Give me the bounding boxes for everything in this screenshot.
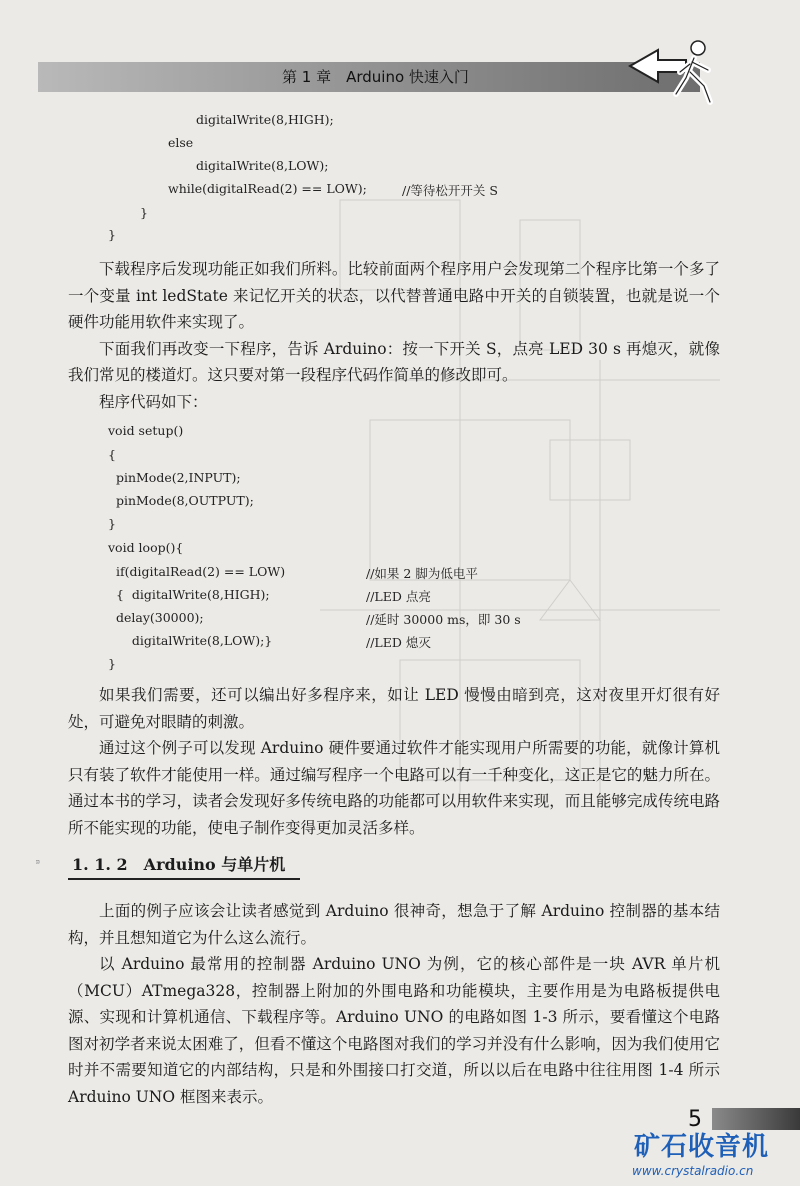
code-line: if(digitalRead(2) == LOW) [112,564,286,579]
code-comment: //延时 30000 ms，即 30 s [366,612,521,627]
code-line: } [140,205,148,220]
chapter-title: 第 1 章 Arduino 快速入门 [282,68,469,86]
paragraph: 通过这个例子可以发现 Arduino 硬件要通过软件才能实现用户所需要的功能，就像计算机只有装了软件才能使用一样。通过编写程序一个电路可以有一千种变化，这正是它的魅力所在。通过本书的学习，读者会发现好多传统电路的功能都可以用软件来实现，而且能够完成传统电路所不能实现的功能，使电子制作变得更加灵活多样。 [68,739,720,837]
watermark-title: 矿石收音机 [634,1132,770,1162]
running-man-icon [628,36,720,108]
code-line: pinMode(2,INPUT); [108,470,241,485]
code-line: } [108,656,116,671]
code-line: } [108,516,116,531]
code-line: digitalWrite(8,LOW);} [112,633,273,648]
code-comment: //等待松开开关 S [402,183,498,198]
code-comment: //LED 熄灭 [366,635,431,650]
page-number: 5 [688,1107,702,1132]
code-line: { digitalWrite(8,HIGH); [112,587,270,602]
paragraph-group-3 [68,898,720,1110]
code-comment: //LED 点亮 [366,589,431,604]
code-line: pinMode(8,OUTPUT); [108,493,254,508]
paragraph: 程序代码如下： [99,392,208,411]
section-book-icon [36,846,70,878]
code-line: void loop(){ [108,540,184,555]
watermark-url: www.crystalradio.cn [632,1164,754,1178]
paragraph: 如果我们需要，还可以编出好多程序来，如让 LED 慢慢由暗到亮，这对夜里开灯很有好处，可避免对眼睛的刺激。 [68,686,720,731]
code-line: } [108,227,116,242]
code-comment: //如果 2 脚为低电平 [366,566,478,581]
code-line: digitalWrite(8,LOW); [196,158,329,173]
paragraph: 以 Arduino 最常用的控制器 Arduino UNO 为例，它的核心部件是一块 AVR 单片机（MCU）ATmega328，控制器上附加的外围电路和功能模块，主要作用是为电路板提供电源、实现和计算机通信、下载程序等。Arduino UNO 的电路如图 1-3 所示，要看懂这个电路图对初学者来说太困难了，但看不懂这个电路图对我们的学习并没有什么影响，因为我们使用它时并不需要知道它的内部结构，只是和外围接口打交道，所以以后在电路中往往用图 1-4 所示 Arduino UNO 框图来表示。 [68,955,720,1106]
paragraph: 上面的例子应该会让读者感觉到 Arduino 很神奇，想急于了解 Arduino 控制器的基本结构，并且想知道它为什么这么流行。 [68,902,720,947]
section-underline [68,878,300,880]
code-line: delay(30000); [112,610,204,625]
code-line: digitalWrite(8,HIGH); [196,112,334,127]
paragraph-group-1 [68,256,720,415]
code-line: { [108,447,116,462]
paragraph: 下面我们再改变一下程序，告诉 Arduino：按一下开关 S，点亮 LED 30 s 再熄灭，就像我们常见的楼道灯。这只要对第一段程序代码作简单的修改即可。 [68,339,720,384]
code-line: void setup() [108,423,184,438]
paragraph-group-2 [68,682,720,841]
paragraph: 下载程序后发现功能正如我们所料。比较前面两个程序用户会发现第二个程序比第一个多了一个变量 int ledState 来记忆开关的状态，以代替普通电路中开关的自锁装置，也就是说一个硬件功能用软件来实现了。 [68,260,720,331]
code-line: while(digitalRead(2) == LOW); [168,181,367,196]
section-title: 1. 1. 2 Arduino 与单片机 [72,855,286,874]
code-line: else [168,135,194,150]
